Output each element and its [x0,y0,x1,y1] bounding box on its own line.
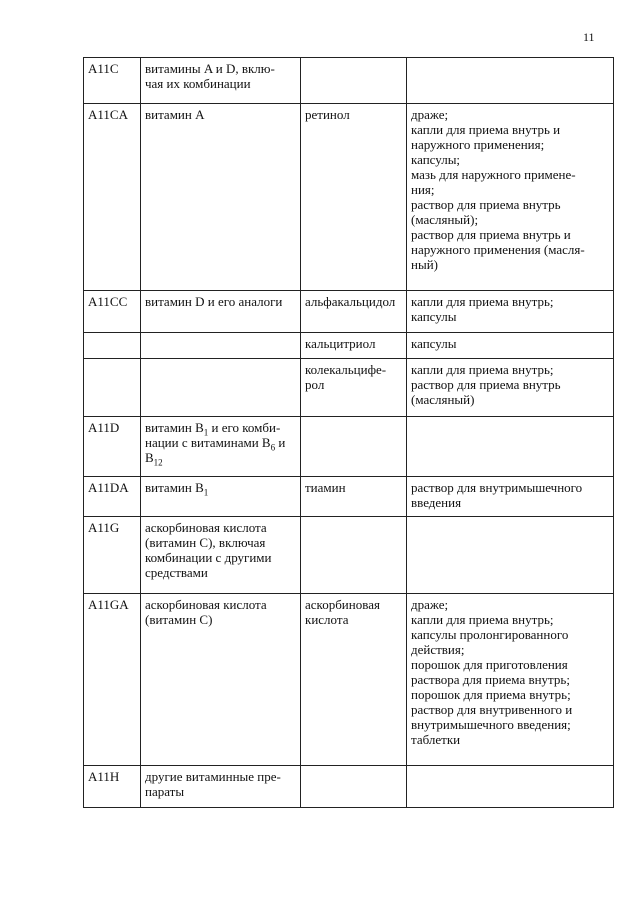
table-row [84,417,614,477]
dosage-forms-cell [407,517,614,594]
form-line: раствор для приема внутрь и [411,227,571,242]
form-line: ния; [411,182,435,197]
group-line: витамин $B_1$ [145,480,209,498]
form-line: раствор для приема внутрь [411,377,561,392]
group-name-cell [141,477,301,517]
table-row [84,517,614,594]
substance-cell [301,766,407,808]
dosage-forms-cell [407,417,614,477]
substance-cell: альфакальцидол [301,291,407,333]
group-line: аскорбиновая кислота [145,520,267,535]
group-line: (витамин C) [145,612,213,627]
group-line: витамины A и D, вклю- [145,61,275,76]
table-row [84,594,614,766]
form-line: драже; [411,597,449,612]
form-line: действия; [411,642,465,657]
substance-cell: кальцитриол [301,333,407,359]
form-line: капли для приема внутрь; [411,294,554,309]
substance-cell [301,58,407,104]
substance-line: аскорбиновая [305,597,380,612]
form-line: ный) [411,257,438,272]
form-line: внутримышечного введения; [411,717,571,732]
atc-code-cell: A11C [84,58,141,104]
atc-code-cell: A11DA [84,477,141,517]
dosage-forms-cell [407,594,614,766]
atc-code-cell: A11G [84,517,141,594]
form-line: раствора для приема внутрь; [411,672,570,687]
group-line: витамин D и его аналоги [145,294,283,309]
group-name-cell [141,104,301,291]
form-line: наружного применения (масля- [411,242,585,257]
atc-code-cell [84,333,141,359]
atc-code-cell: A11GA [84,594,141,766]
atc-code-cell: A11CA [84,104,141,291]
group-name-cell [141,594,301,766]
group-name-cell [141,58,301,104]
form-line: введения [411,495,462,510]
dosage-forms-cell [407,104,614,291]
form-line: капли для приема внутрь; [411,612,554,627]
form-line: капли для приема внутрь и [411,122,561,137]
table-row [84,333,614,359]
dosage-forms-cell [407,477,614,517]
table-row [84,291,614,333]
group-name-cell [141,417,301,477]
atc-code-cell [84,359,141,417]
substance-line: кислота [305,612,349,627]
group-line: витамин A [145,107,205,122]
group-line: средствами [145,565,208,580]
form-line: капсулы [411,336,457,351]
group-name-cell [141,517,301,594]
group-line: аскорбиновая кислота [145,597,267,612]
substance-line: рол [305,377,325,392]
group-name-cell [141,333,301,359]
substance-line: колекальцифе- [305,362,387,377]
group-line: (витамин C), включая [145,535,266,550]
form-line: капсулы пролонгированного [411,627,569,642]
group-name-cell [141,359,301,417]
form-line: раствор для приема внутрь [411,197,561,212]
substance-cell: тиамин [301,477,407,517]
form-line: (масляный); [411,212,479,227]
group-line: нации с витаминами $B_6$ и [145,435,286,453]
dosage-forms-cell [407,291,614,333]
substance-cell [301,517,407,594]
substance-cell [301,417,407,477]
form-line: наружного применения; [411,137,545,152]
group-line: комбинации с другими [145,550,272,565]
group-line: $B_{12}$ [145,450,163,468]
group-name-cell [141,766,301,808]
group-line: чая их комбинации [145,76,251,91]
form-line: порошок для приема внутрь; [411,687,571,702]
dosage-forms-cell [407,766,614,808]
substance-cell: ретинол [301,104,407,291]
atc-code-cell: A11H [84,766,141,808]
group-line: параты [145,784,185,799]
dosage-forms-cell [407,359,614,417]
form-line: (масляный) [411,392,475,407]
atc-code-cell: A11CC [84,291,141,333]
form-line: драже; [411,107,449,122]
group-line: витамин $B_1$ и его комби- [145,420,281,438]
dosage-forms-cell [407,333,614,359]
group-name-cell [141,291,301,333]
table-row [84,766,614,808]
form-line: мазь для наружного примене- [411,167,576,182]
group-line: другие витаминные пре- [145,769,281,784]
form-line: таблетки [411,732,461,747]
table-row [84,58,614,104]
table-row [84,477,614,517]
drug-classification-table [83,57,614,808]
substance-cell [301,594,407,766]
form-line: капсулы; [411,152,461,167]
form-line: капсулы [411,309,457,324]
page-number: 11 [583,30,595,44]
form-line: порошок для приготовления [411,657,568,672]
form-line: раствор для внутримышечного [411,480,583,495]
form-line: капли для приема внутрь; [411,362,554,377]
dosage-forms-cell [407,58,614,104]
table-row [84,359,614,417]
substance-cell [301,359,407,417]
atc-code-cell: A11D [84,417,141,477]
table-row [84,104,614,291]
form-line: раствор для внутривенного и [411,702,573,717]
